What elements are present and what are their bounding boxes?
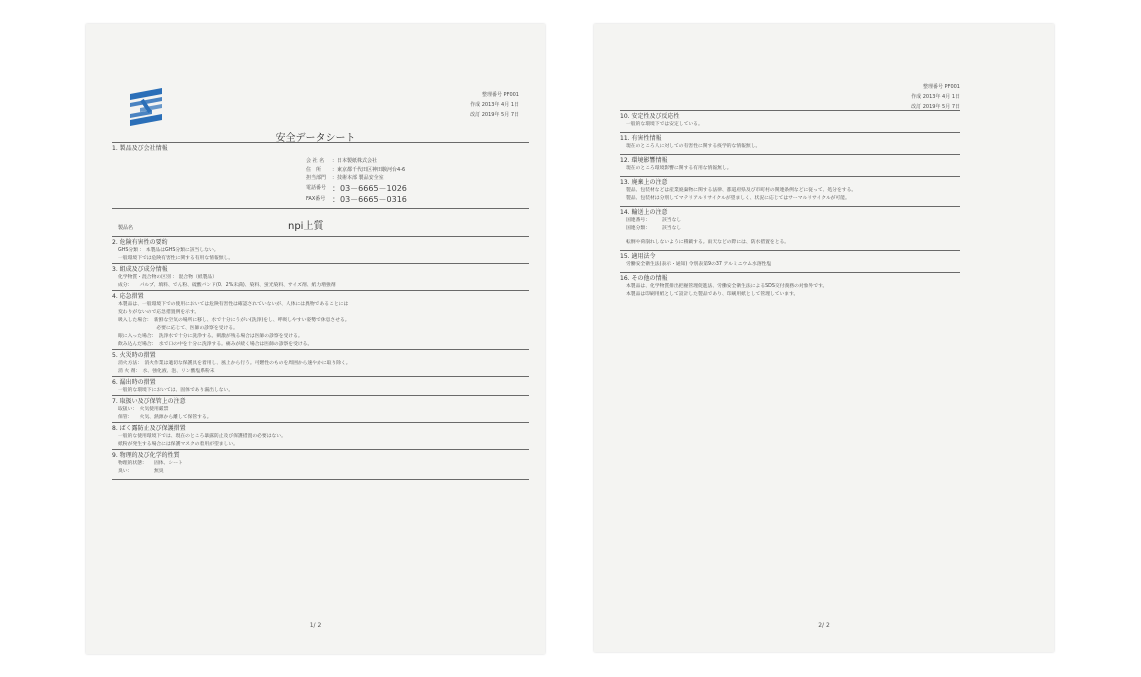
revised-date: 改訂 2019年 5月 7日 (470, 112, 519, 118)
section-10 (620, 110, 960, 129)
page1-content (112, 142, 529, 480)
section-8 (112, 422, 529, 449)
section-15 (620, 250, 960, 269)
section-line: 一般的な環境下においては、固体であり漏出しない。 (118, 387, 234, 393)
company-row: 会 社 名 ： 日本製紙株式会社 (306, 158, 378, 164)
section-heading: 7. 取扱い及び保管上の注意 (112, 395, 529, 406)
section-heading: 6. 漏出時の措置 (112, 376, 529, 387)
section-7 (112, 395, 529, 422)
section-heading: 4. 応急措置 (112, 290, 529, 301)
company-info (306, 157, 529, 205)
transport-row: 国連番号： 該当なし (626, 218, 682, 223)
section-2 (112, 236, 529, 263)
section-end-rule (112, 479, 529, 480)
transport-note: 転倒や荷崩れしないように積載する。雨天などの際には、防水措置をとる。 (626, 240, 790, 245)
section-heading: 12. 環境影響情報 (620, 154, 960, 165)
section-line: 労働安全衛生法(表示・通知) 令別表第9の37 アルミニウム水溶性塩 (626, 262, 772, 267)
section-12 (620, 154, 960, 173)
section-line: 化学物質・混合物の区別 ： 混合物（紙製品） (118, 274, 217, 280)
section-heading: 15. 適用法令 (620, 250, 960, 261)
company-fax-row: FAX番号 ： 03－6665－0316 (306, 194, 407, 204)
section-heading: 16. その他の情報 (620, 272, 960, 283)
section-1 (112, 142, 529, 236)
section-9 (112, 449, 529, 480)
document-meta (911, 82, 960, 112)
revised-date: 改訂 2019年 5月 7日 (911, 104, 960, 110)
section-line: 消火方法： 消火作業は適切な保護具を着用し、風上から行う。可燃性のものを周囲から速やかに取り除く。 (118, 360, 351, 366)
section-heading: 8. ばく露防止及び保護措置 (112, 422, 529, 433)
document-meta (470, 90, 519, 120)
section-line: 本製品は、化学物質排出把握管理促進法、労働安全衛生法によるSDS交付義務の対象外です。 (626, 284, 828, 289)
section-line: 変わりがないので応急措置例を示す。 (118, 309, 200, 315)
section-5 (112, 349, 529, 376)
section-6 (112, 376, 529, 395)
product-name: npi上質 (288, 220, 324, 232)
section-heading: 2. 危険有害性の要約 (112, 236, 529, 247)
section-line: 一般環境下では危険有害性に関する有用な情報無し。 (118, 255, 234, 261)
page-number: 2/ 2 (818, 622, 830, 629)
section-heading: 5. 火災時の措置 (112, 349, 529, 360)
sds-page-1 (86, 24, 545, 654)
section-line: 製品、包装材は分別してマテリアルリサイクルが望ましく、状況に応じてはサーマルリサイクルが可能。 (626, 196, 850, 201)
section-heading: 11. 有害性情報 (620, 132, 960, 143)
section-line: 必要に応じて、医師の診察を受ける。 (118, 325, 238, 331)
section-line: 現在のところ環境影響に関する有用な情報無し。 (626, 166, 732, 171)
doc-number: 整理番号 PF001 (922, 84, 960, 90)
section-line: 吸入した場合： 新鮮な空気の場所に移し、水で十分にうがい(洗浄)をし、呼吸しやすい姿勢で休息させる。 (118, 317, 350, 323)
section-heading: 10. 安定性及び反応性 (620, 110, 960, 121)
section-line: 本製品は、一般環境下での使用においては危険有害性は確認されていないが、人体には異物であることには (118, 301, 349, 307)
section-line: 消 火 剤： 水、強化液、泡、リン酸塩系粉末 (118, 368, 215, 374)
company-logo-icon (126, 86, 166, 126)
section-line: 一般的な環境下では安定している。 (626, 122, 703, 127)
document-title: 安全データシート (275, 133, 356, 144)
section-heading: 9. 物理的及び化学的性質 (112, 449, 529, 460)
section-4 (112, 290, 529, 349)
company-phone-row: 電話番号 ： 03－6665－1026 (306, 183, 407, 193)
property-row: 物理的状態： 固体、シート (118, 460, 183, 466)
sds-page-2 (594, 24, 1054, 652)
section-line: 本製品は印刷用紙として設計した製品であり、印刷用紙として管理しています。 (626, 292, 799, 297)
section-line: 取扱い： 火気使用厳禁 (118, 406, 169, 412)
company-row: 住 所 ： 東京都千代田区神田駿河台4-6 (306, 166, 406, 173)
section-heading: 14. 輸送上の注意 (620, 206, 960, 217)
product-label: 製品名 (118, 224, 134, 231)
section-16 (620, 272, 960, 299)
section-line: 一般的な使用環境下では、現在のところ暴露防止及び保護措置の必要はない。 (118, 433, 286, 439)
section-13 (620, 176, 960, 203)
page2-content (620, 110, 960, 299)
product-row (112, 208, 529, 236)
created-date: 作成 2013年 4月 1日 (911, 94, 960, 100)
transport-row: 国連分類： 該当なし (626, 226, 682, 231)
section-line: 現在のところ人に対しての有害性に関する疫学的な情報無し。 (626, 144, 761, 149)
created-date: 作成 2013年 4月 1日 (470, 102, 519, 108)
section-line: 紙粉が発生する場合には保護マスクの着用が望ましい。 (118, 441, 238, 447)
section-11 (620, 132, 960, 151)
section-line: 保管： 火気、熱源から離して保管する。 (118, 414, 212, 420)
section-line: GHS分類 ： 本製品はGHS分類に該当しない。 (118, 247, 219, 253)
section-line: 製品、包装材などは産業廃棄物に関する法律、都道府県及び市町村の関連条例などに従って、処分をする。 (626, 188, 857, 193)
page-number: 1/ 2 (309, 622, 322, 629)
section-line: 眼に入った場合： 洗浄水で十分に洗浄する。刺激が残る場合は医師の診察を受ける。 (118, 333, 303, 339)
company-row: 担当部門 ： 技術本部 製品安全室 (306, 175, 384, 181)
section-14 (620, 206, 960, 247)
property-row: 臭い： 無臭 (118, 468, 164, 474)
section-heading: 1. 製品及び会社情報 (112, 142, 529, 153)
section-heading: 13. 廃棄上の注意 (620, 176, 960, 187)
section-line: 成分： パルプ、填料、でん粉、硫酸バンド(0．2%未満)、染料、蛍光染料、サイズ剤、紙力増強剤 (118, 282, 336, 288)
doc-number: 整理番号 PF001 (481, 92, 519, 98)
section-line: 飲み込んだ場合： 水で口の中を十分に洗浄する。痛みが続く場合は医師の診察を受ける。 (118, 341, 313, 347)
section-heading: 3. 組成及び成分情報 (112, 263, 529, 274)
section-3 (112, 263, 529, 290)
